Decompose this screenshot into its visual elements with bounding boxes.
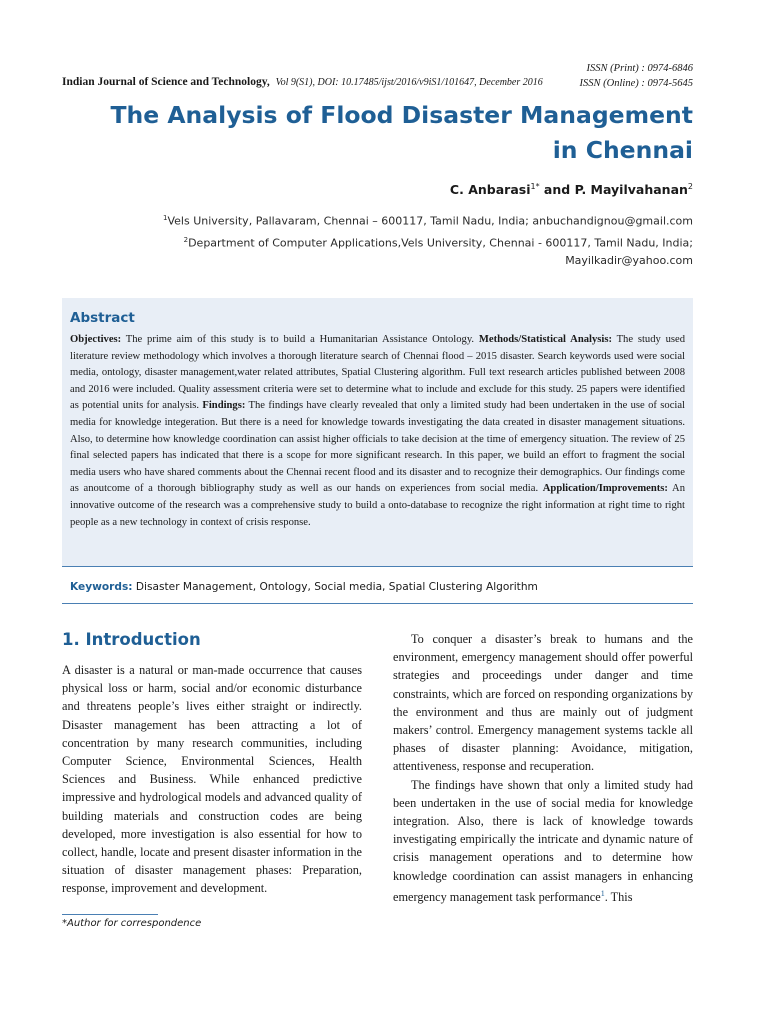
affiliation-2: [73, 231, 693, 253]
author-list: [450, 182, 693, 197]
abstract-box: [62, 298, 693, 566]
findings-text: The findings have clearly revealed that only a limited study had been undertaken in the use of social media for knowledge integeration. But there is a need for knowledge towards investigating the data created in disaster management situations. Also, to determine how knowledge coordination can assist higher officials to take decision at the time of emergency situation. The review of 25 final selected papers has indicated that there is a scope for more significant research. In this paper, we build an effort to fragment the social media users who have shared comments about the Chennai recent flood and its disaster and to recognize their demographics. Our findings come as anoutcome of a thorough bibliography study as well as our hands on experiences from social media.: [70, 400, 685, 495]
methods-text: The study used literature review methodology which involves a thorough literature search of Chennai flood – 2015 disaster. Search keywords used were social media, ontology, disaster management,water related attributes, Spatial Clustering algorithm. Full text research articles published between 2008 and 2016 were included. Quality assessment criteria were set to determine what to include and exclude for this study. 25 papers were identified as potential units for analysis.: [70, 334, 685, 412]
author-2-mark: 2: [687, 182, 693, 191]
affiliation-2-email: Mayilkadir@yahoo.com: [565, 254, 693, 268]
journal-name: Indian Journal of Science and Technology,: [62, 76, 270, 88]
issn-block: [580, 61, 693, 91]
journal-meta: Vol 9(S1), DOI: 10.17485/ijst/2016/v9iS1/101647, December 2016: [275, 77, 543, 88]
intro-paragraph-3-tail: . This: [604, 889, 633, 904]
author-2: P. Mayilvahanan: [574, 182, 688, 198]
keywords-text: Disaster Management, Ontology, Social media, Spatial Clustering Algorithm: [132, 581, 538, 593]
methods-label: Methods/Statistical Analysis:: [478, 334, 612, 345]
objectives-label: Objectives:: [70, 334, 122, 345]
application-text: An innovative outcome of the research was a comprehensive study to build a onto-database to recognize the right information at right time to right people as a new technology in context of crisis response.: [70, 483, 685, 528]
keywords-bottom-rule: [62, 603, 693, 604]
keywords-top-rule: [62, 566, 693, 567]
findings-label: Findings:: [202, 400, 246, 412]
journal-citation: [62, 76, 543, 88]
intro-paragraph-3-text: The findings have shown that only a limited study had been undertaken in the use of social media for knowledge integration. Also, there is lack of knowledge towards investigating empirically the intricate and dynamic nature of crisis management operations and to determine how knowledge coordination can assist managers in enhancing emergency management task performance: [393, 777, 693, 904]
affiliation-2-mark: 2: [183, 235, 189, 244]
affiliation-1: [73, 209, 693, 231]
footnote: *Author for correspondence: [62, 918, 202, 929]
abstract-heading: Abstract: [70, 310, 135, 326]
affiliations: [73, 209, 693, 270]
affiliation-2-text: Department of Computer Applications,Vels University, Chennai - 600117, Tamil Nadu, India;: [188, 236, 693, 250]
intro-paragraph-3: [393, 776, 693, 907]
affiliation-1-text: Vels University, Pallavaram, Chennai – 600117, Tamil Nadu, India; anbuchandignou@gmail.com: [167, 214, 693, 228]
intro-paragraph-1: A disaster is a natural or man-made occurrence that causes physical loss or harm, social and/or economic disturbance and threatens people’s lives either straight or indirectly. Disaster management has been attracting a lot of concentration by many research communities, including Computer Science, Environmental Sciences, Health Sciences and Business. While enhanced predictive impressive and hydrological models and advanced quality of building materials and construction codes are being developed, more investigation is also essential for how to collect, handle, locate and present disaster information in the situation of disaster management phases: Preparation, response, improvement and development.: [62, 663, 362, 896]
author-1-mark: 1*: [530, 182, 540, 191]
objectives-text: The prime aim of this study is to build a Humanitarian Assistance Ontology.: [121, 334, 479, 345]
issn-print: ISSN (Print) : 0974-6846: [586, 63, 693, 74]
issn-online: ISSN (Online) : 0974-5645: [579, 78, 693, 89]
footnote-rule: [62, 914, 158, 915]
citation-link-1[interactable]: 1: [600, 888, 605, 898]
intro-paragraph-2: To conquer a disaster’s break to humans and the environment, emergency management should offer powerful strategies and proceedings under danger and time constraints, which are forced on responding organizations by the environment and thus are mainly out of judgment makers’ control. Emergency management systems tackle all phases of disaster planning: Avoidance, mitigation, attentiveness, response and recuperation.: [393, 632, 693, 774]
right-column: [393, 630, 693, 906]
abstract-text: [70, 332, 685, 531]
author-1: C. Anbarasi: [449, 182, 531, 198]
paper-title: The Analysis of Flood Disaster Management in Chennai: [110, 101, 693, 164]
application-label: Application/Improvements:: [542, 483, 668, 495]
author-joiner: and: [539, 182, 575, 198]
affiliation-1-mark: 1: [163, 214, 168, 222]
keywords-label: Keywords:: [70, 581, 133, 593]
keywords: [70, 581, 538, 593]
section-heading-introduction: 1. Introduction: [62, 630, 201, 649]
